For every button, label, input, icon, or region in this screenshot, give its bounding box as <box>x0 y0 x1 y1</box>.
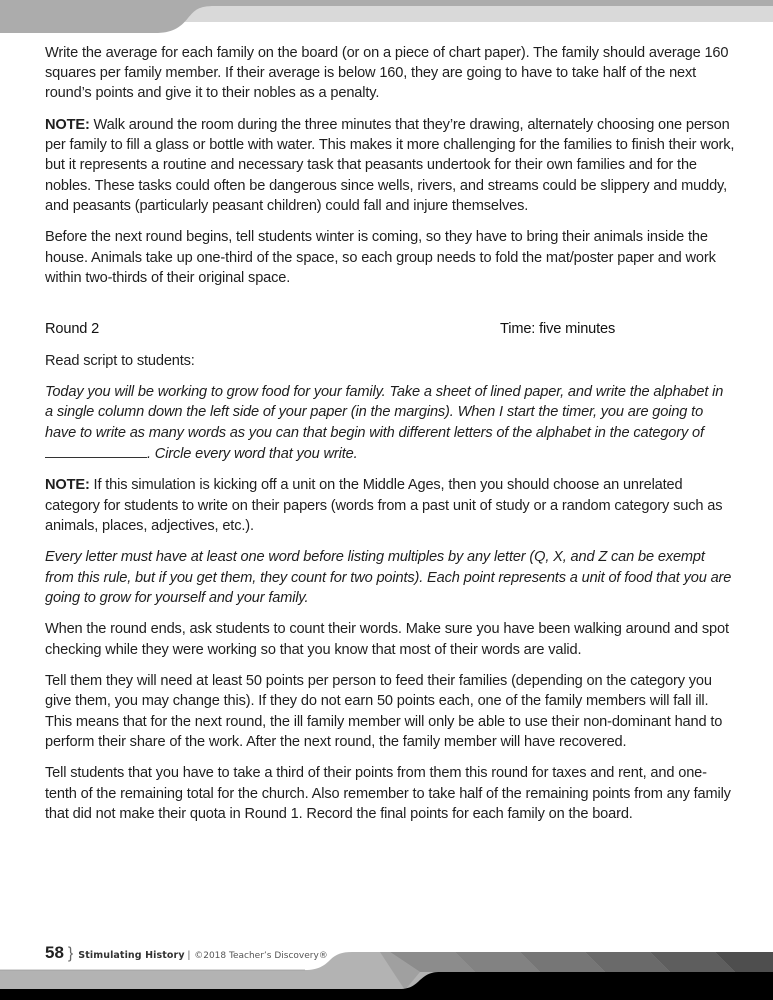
note-label: NOTE: <box>45 117 90 133</box>
script-text-after-blank: . Circle every word that you write. <box>147 445 358 462</box>
note-text: Walk around the room during the three minutes that they’re drawing, alternately choosing one person per family to fill a glass or bottle with water. This makes it more challenging for the families to finish their work, but it represents a routine and necessary task that peasants undertook for their own families and for the nobles. These tasks could often be dangerous since wells, rivers, and streams could be slippery and muddy, and peasants (particularly peasant children) could fall and injure themselves. <box>45 117 735 214</box>
script-letter-rule: Every letter must have at least one word before listing multiples by any letter (Q, X, and Z can be exempt from this rule, but if you get them, they count for two points). Each point represents a unit of food that you are going to grow for yourself and your family. <box>45 549 732 606</box>
read-script-instruction: Read script to students: <box>45 352 195 369</box>
round-title: Round 2 <box>45 321 100 338</box>
page-content <box>45 43 735 835</box>
note-water-task <box>45 115 735 216</box>
note-label: NOTE: <box>45 477 90 494</box>
paragraph-count-words: When the round ends, ask students to count their words. Make sure you have been walking around and spot checking while they were working so that you know that most of their words are valid. <box>45 621 729 658</box>
script-text-before-blank: Today you will be working to grow food for your family. Take a sheet of lined paper, and write the alphabet in a single column down the left side of your paper (in the margins). When I start the timer, you are going to have to write as many words as you can that begin with different letters of the alphabet in the category of <box>45 384 724 441</box>
page-number: 58 <box>45 943 64 962</box>
paragraph-average: Write the average for each family on the board (or on a piece of chart paper). The family should average 160 squares per family member. If their average is below 160, they are going to have to take half of the next round’s points and give it to their nobles as a penalty. <box>45 45 729 102</box>
footer <box>45 943 328 965</box>
note-text: If this simulation is kicking off a unit on the Middle Ages, then you should choose an unrelated category for students to write on their papers (words from a past unit of study or a random category such as animals, places, adjectives, etc.). <box>45 477 723 534</box>
separator: | <box>187 950 191 961</box>
header-decoration <box>0 0 773 40</box>
brace-divider: } <box>67 945 74 962</box>
category-blank-line <box>45 443 147 458</box>
book-title: Stimulating History <box>78 950 185 961</box>
paragraph-feed-families: Tell them they will need at least 50 points per person to feed their families (depending on the category you give them, you may change this). If they do not earn 50 points each, one of the family members will fall ill. This means that for the next round, the ill family member will only be able to use their non-dominant hand to perform their share of the work. After the next round, the family member will have recovered. <box>45 673 723 750</box>
round-time: Time: five minutes <box>500 321 616 338</box>
paragraph-winter: Before the next round begins, tell students winter is coming, so they have to bring their animals inside the house. Animals take up one-third of the space, so each group needs to fold the mat/poster paper and work within two-thirds of their original space. <box>45 229 716 286</box>
script-grow-food <box>45 382 735 464</box>
paragraph-taxes: Tell students that you have to take a third of their points from them this round for taxes and rent, and one-tenth of the remaining total for the church. Also remember to take half of the remaining points from any family that did not make their quota in Round 1. Record the final points for each family on the board. <box>45 765 731 822</box>
round-heading <box>45 319 735 339</box>
copyright: ©2018 Teacher’s Discovery® <box>194 951 328 961</box>
note-category <box>45 475 735 536</box>
